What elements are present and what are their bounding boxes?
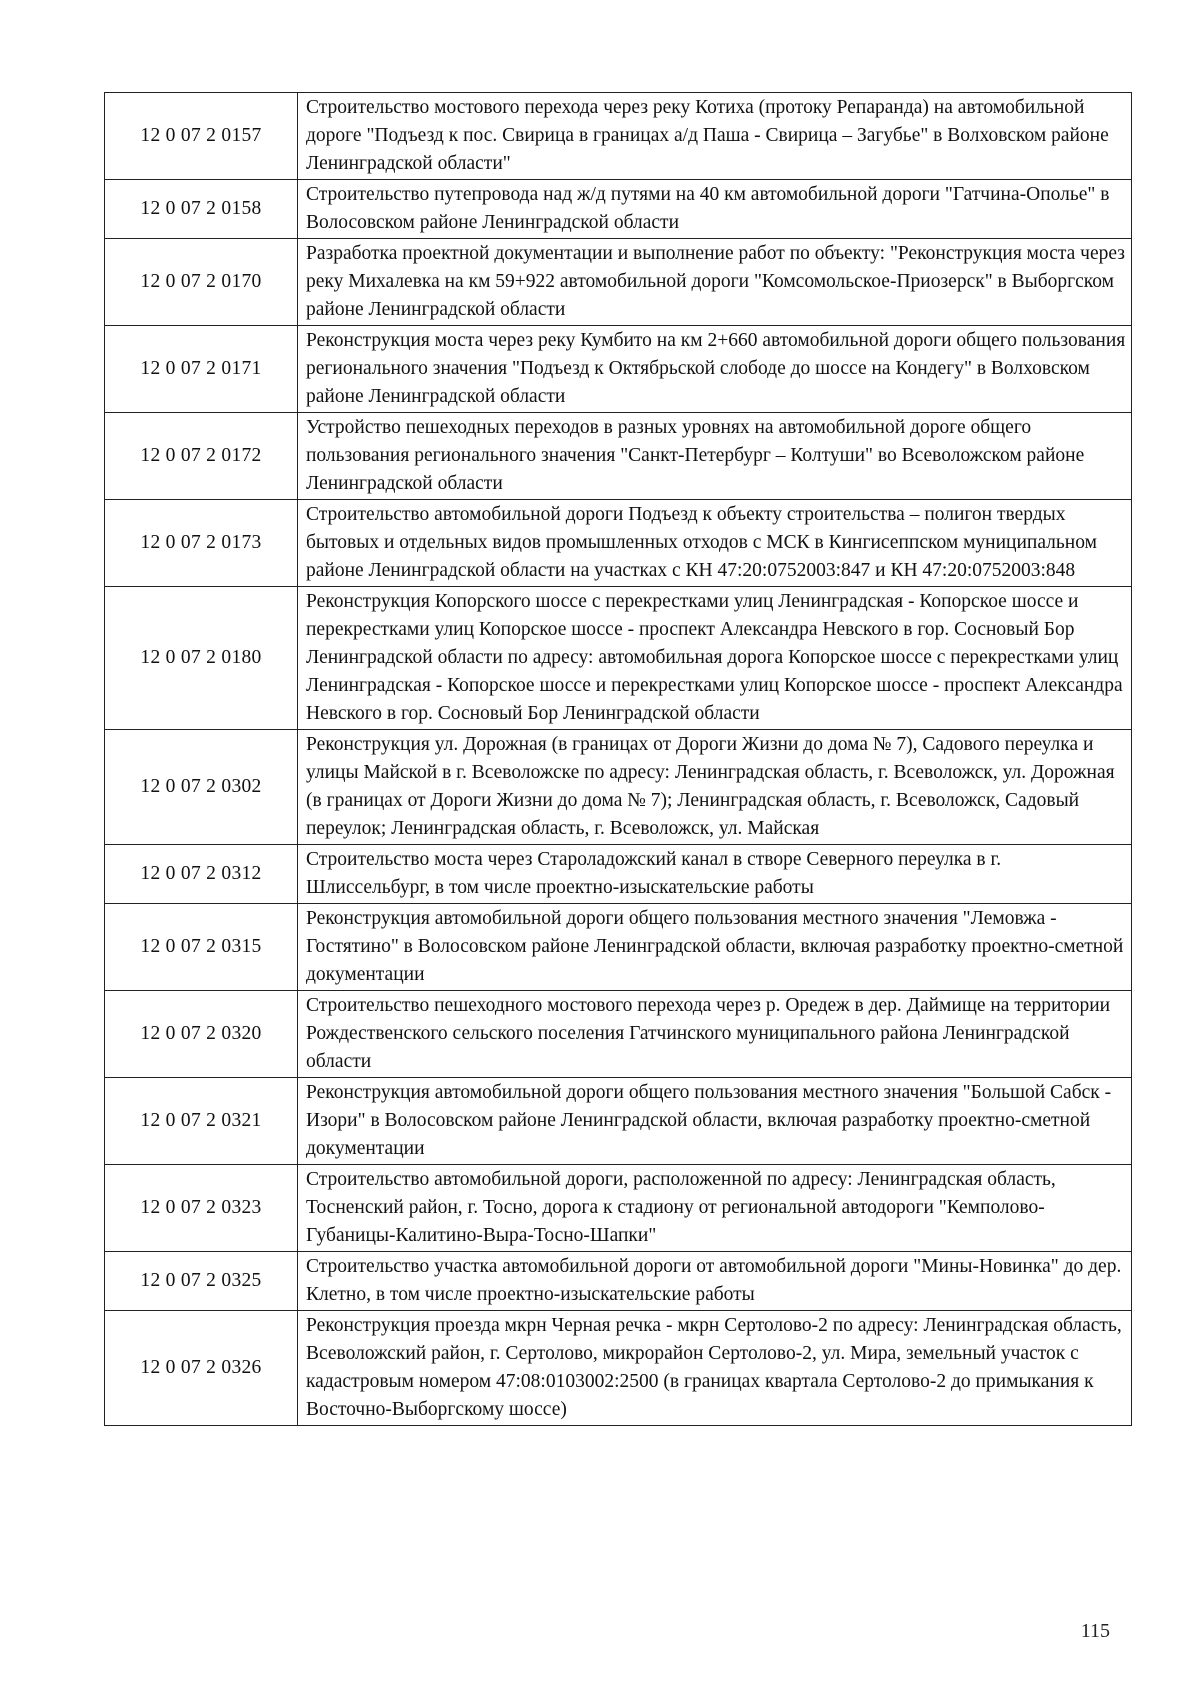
row-description: Реконструкция ул. Дорожная (в границах от Дороги Жизни до дома № 7), Садового переулка и улицы Майской в г. Всеволожске по адресу: Ленинградская область, г. Всеволожск, ул. Дорожная (в границах от Дороги Жизни до дома № 7); Ленинградская область, г. Всеволожск, Садовый переулок; Ленинградская область, г. Всеволожск, ул. Майская: [298, 730, 1132, 845]
table-row: [105, 93, 1132, 180]
row-description: Строительство участка автомобильной дороги от автомобильной дороги "Мины-Новинка" до дер. Клетно, в том числе проектно-изыскательские работы: [298, 1252, 1132, 1311]
row-description: Реконструкция автомобильной дороги общего пользования местного значения "Лемовжа - Гостятино" в Волосовском районе Ленинградской области, включая разработку проектно-сметной документации: [298, 904, 1132, 991]
row-description: Реконструкция автомобильной дороги общего пользования местного значения "Большой Сабск - Изори" в Волосовском районе Ленинградской области, включая разработку проектно-сметной документации: [298, 1078, 1132, 1165]
table-row: [105, 500, 1132, 587]
table-row: [105, 326, 1132, 413]
row-description: Строительство моста через Староладожский канал в створе Северного переулка в г. Шлиссельбург, в том числе проектно-изыскательские работы: [298, 845, 1132, 904]
row-description: Реконструкция Копорского шоссе с перекрестками улиц Ленинградская - Копорское шоссе и перекрестками улиц Копорское шоссе - проспект Александра Невского в гор. Сосновый Бор Ленинградской области по адресу: автомобильная дорога Копорское шоссе с перекрестками улиц Ленинградская - Копорское шоссе и перекрестками улиц Копорское шоссе - проспект Александра Невского в гор. Сосновый Бор Ленинградской области: [298, 587, 1132, 730]
row-code: 12 0 07 2 0315: [105, 904, 298, 991]
row-code: 12 0 07 2 0323: [105, 1165, 298, 1252]
table-row: [105, 1165, 1132, 1252]
row-description: Устройство пешеходных переходов в разных уровнях на автомобильной дороге общего пользования регионального значения "Санкт-Петербург – Колтуши" во Всеволожском районе Ленинградской области: [298, 413, 1132, 500]
row-code: 12 0 07 2 0180: [105, 587, 298, 730]
row-description: Строительство путепровода над ж/д путями на 40 км автомобильной дороги "Гатчина-Ополье" в Волосовском районе Ленинградской области: [298, 180, 1132, 239]
row-code: 12 0 07 2 0173: [105, 500, 298, 587]
table-row: [105, 845, 1132, 904]
row-description: Реконструкция проезда мкрн Черная речка - мкрн Сертолово-2 по адресу: Ленинградская область, Всеволожский район, г. Сертолово, микрорайон Сертолово-2, ул. Мира, земельный участок с кадастровым номером 47:08:0103002:2500 (в границах квартала Сертолово-2 до примыкания к Восточно-Выборгскому шоссе): [298, 1311, 1132, 1426]
budget-classification-table: [104, 92, 1132, 1426]
row-description: Строительство мостового перехода через реку Котиха (протоку Репаранда) на автомобильной дороге "Подъезд к пос. Свирица в границах а/д Паша - Свирица – Загубье" в Волховском районе Ленинградской области": [298, 93, 1132, 180]
table-row: [105, 904, 1132, 991]
row-description: Строительство пешеходного мостового перехода через р. Оредеж в дер. Даймище на территории Рождественского сельского поселения Гатчинского муниципального района Ленинградской области: [298, 991, 1132, 1078]
table-row: [105, 991, 1132, 1078]
row-description: Строительство автомобильной дороги Подъезд к объекту строительства – полигон твердых бытовых и отдельных видов промышленных отходов с МСК в Кингисеппском муниципальном районе Ленинградской области на участках с КН 47:20:0752003:847 и КН 47:20:0752003:848: [298, 500, 1132, 587]
row-code: 12 0 07 2 0170: [105, 239, 298, 326]
row-code: 12 0 07 2 0325: [105, 1252, 298, 1311]
row-code: 12 0 07 2 0158: [105, 180, 298, 239]
table-row: [105, 1311, 1132, 1426]
row-description: Реконструкция моста через реку Кумбито на км 2+660 автомобильной дороги общего пользования регионального значения "Подъезд к Октябрьской слободе до шоссе на Кондегу" в Волховском районе Ленинградской области: [298, 326, 1132, 413]
row-code: 12 0 07 2 0171: [105, 326, 298, 413]
table-row: [105, 730, 1132, 845]
row-code: 12 0 07 2 0302: [105, 730, 298, 845]
row-code: 12 0 07 2 0157: [105, 93, 298, 180]
page-number: 115: [1080, 1620, 1110, 1642]
table-row: [105, 413, 1132, 500]
row-code: 12 0 07 2 0326: [105, 1311, 298, 1426]
table-row: [105, 1252, 1132, 1311]
row-code: 12 0 07 2 0312: [105, 845, 298, 904]
row-code: 12 0 07 2 0321: [105, 1078, 298, 1165]
table-row: [105, 1078, 1132, 1165]
row-description: Строительство автомобильной дороги, расположенной по адресу: Ленинградская область, Тосненский район, г. Тосно, дорога к стадиону от региональной автодороги "Кемполово-Губаницы-Калитино-Выра-Тосно-Шапки": [298, 1165, 1132, 1252]
table-row: [105, 180, 1132, 239]
table-row: [105, 587, 1132, 730]
table-row: [105, 239, 1132, 326]
row-code: 12 0 07 2 0172: [105, 413, 298, 500]
row-description: Разработка проектной документации и выполнение работ по объекту: "Реконструкция моста через реку Михалевка на км 59+922 автомобильной дороги "Комсомольское-Приозерск" в Выборгском районе Ленинградской области: [298, 239, 1132, 326]
table-body: [105, 93, 1132, 1426]
row-code: 12 0 07 2 0320: [105, 991, 298, 1078]
